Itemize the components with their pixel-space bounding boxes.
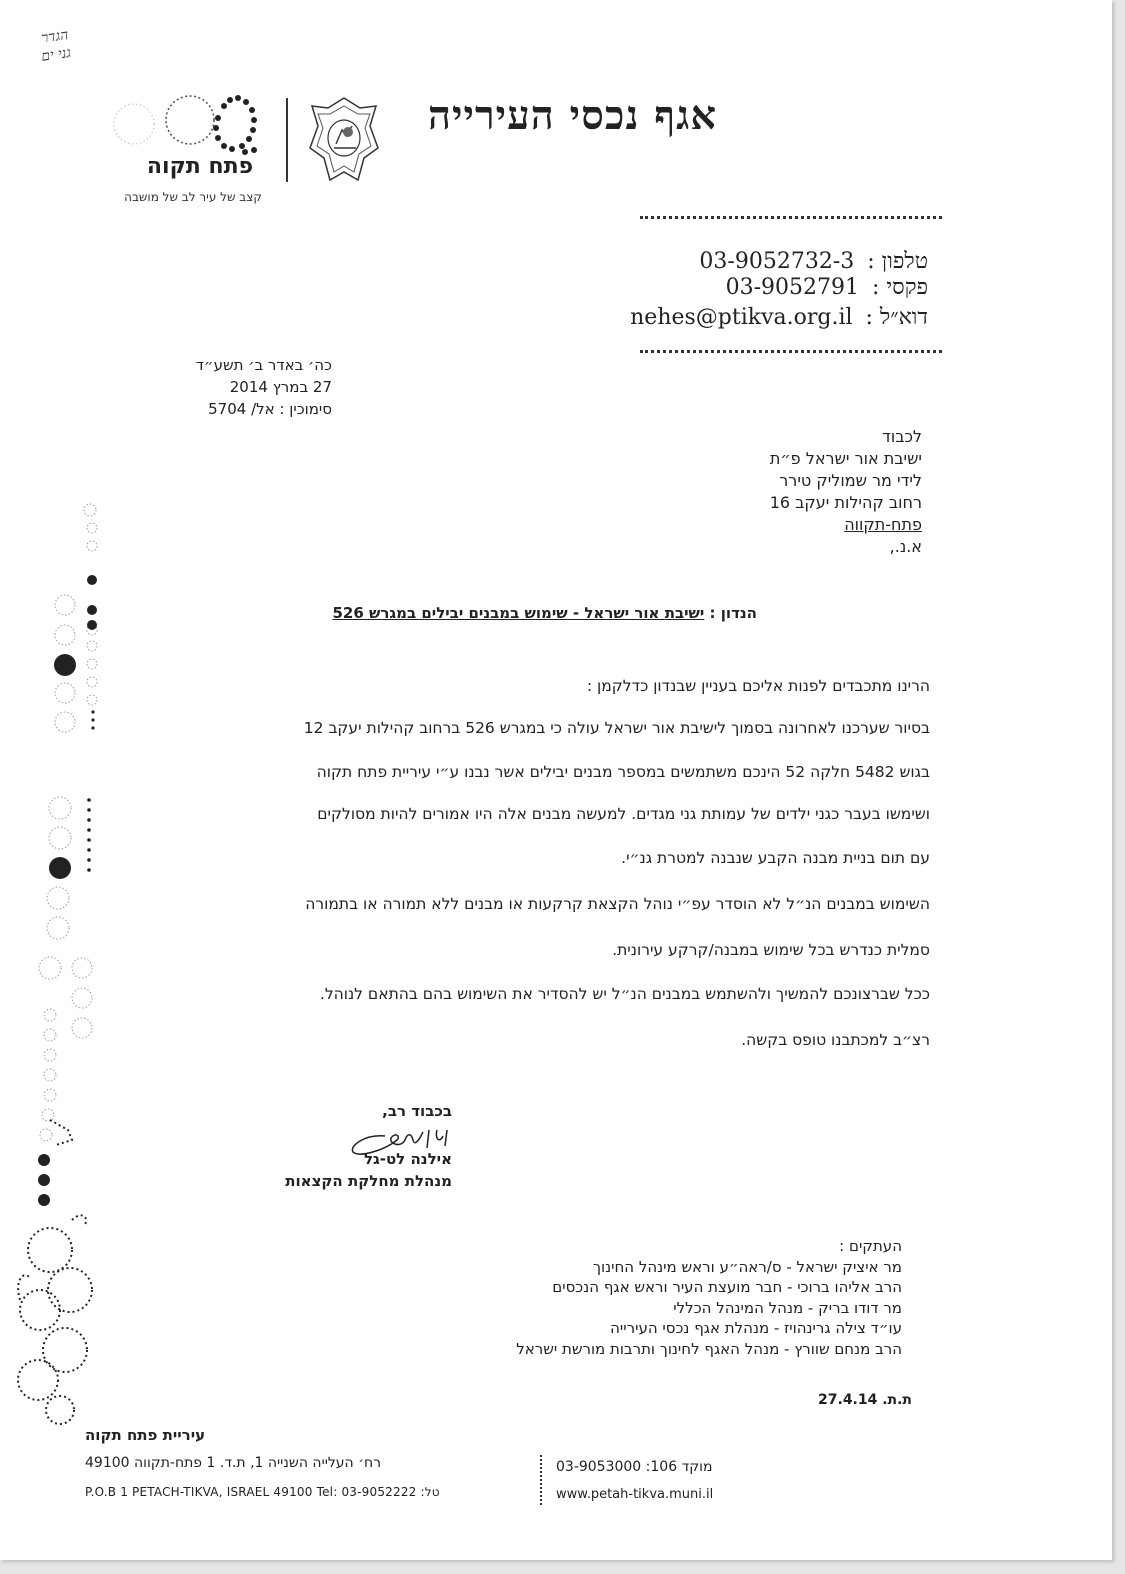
copy-recipient: הרב אליהו ברוכי - חבר מועצת העיר וראש אגף הנכסים: [552, 1278, 902, 1296]
copy-recipient: מר דודו בריק - מנהל המינהל הכללי: [673, 1298, 902, 1317]
body-line: סמלית כנדרש בכל שימוש במבנה/קרקע עירונית.: [612, 941, 930, 959]
copies-label: העתקים :: [839, 1237, 902, 1255]
recipient-greeting: א.נ.,: [889, 537, 922, 556]
copy-recipient: עו״ד צילה גרינהויז - מנהלת אגף נכסי העירייה: [610, 1319, 902, 1337]
phone-label: טלפון :: [867, 249, 928, 274]
body-line: בסיור שערכנו לאחרונה בסמוך לישיבת אור ישראל עולה כי במגרש 526 ברחוב קהילות יעקב 12: [303, 719, 930, 737]
footer-address-hebrew: רח׳ העלייה השנייה 1, ת.ד. 1 פתח-תקווה 49100: [85, 1455, 382, 1471]
body-line: עם תום בניית מבנה הקבע שנבנה למטרת גנ״י.: [621, 849, 930, 867]
fax-value: 03-9052791: [725, 275, 859, 300]
handwritten-note: [38, 26, 72, 66]
body-line: רצ״ב למכתבנו טופס בקשה.: [741, 1031, 930, 1049]
subject-text: ישיבת אור ישראל - שימוש במבנים יבילים במגרש 526: [332, 604, 705, 622]
closing: בכבוד רב,: [382, 1102, 452, 1120]
fax-label: פקסי :: [872, 275, 928, 300]
body-line: הרינו מתכבדים לפנות אליכם בעניין שבנדון כדלקמן :: [586, 677, 930, 695]
email-label: דוא״ל :: [865, 305, 928, 330]
gregorian-date: 27 במרץ 2014: [229, 378, 332, 396]
footer-city-hall: עיריית פתח תקוה: [85, 1426, 206, 1444]
handwritten-note-line: הגדר: [40, 27, 70, 47]
department-title: אגף נכסי העירייה: [427, 92, 717, 139]
subject-label: הנדון :: [709, 604, 757, 622]
initials-stamp: ת.ת. 27.4.14: [818, 1392, 912, 1408]
phone-value: 03-9052732-3: [699, 249, 855, 274]
hebrew-date: כה׳ באדר ב׳ תשע״ד: [195, 356, 332, 374]
signer-name: אילנה לט-גל: [363, 1150, 452, 1168]
reference-number: סימוכין : אל/ 5704: [208, 400, 332, 418]
email-value[interactable]: nehes@ptikva.org.il: [630, 305, 853, 330]
body-line: ושימשו בעבר כגני ילדים של עמותת גני מגדים. למעשה מבנים אלה היו אמורים להיות מסולקים: [317, 805, 930, 823]
copy-recipient: מר איציק ישראל - ס/ראה״ע וראש מינהל החינוך: [592, 1257, 902, 1276]
logo-city-name: פתח תקוה: [146, 154, 254, 179]
copy-recipient: הרב מנחם שוורץ - מנהל האגף לחינוך ותרבות מורשת ישראל: [516, 1339, 902, 1358]
handwritten-note-line: גני ים: [40, 44, 72, 65]
recipient-attention: לידי מר שמוליק טירר: [779, 471, 922, 490]
decorative-dot-border-icon: [10, 480, 110, 1430]
footer-address-english: P.O.B 1 PETACH-TIKVA, ISRAEL 49100 Tel: 03-9052222 :טל: [85, 1485, 440, 1499]
recipient-salutation: לכבוד: [882, 427, 922, 446]
handwritten-signature-icon: [345, 1124, 455, 1158]
footer-website[interactable]: www.petah-tikva.muni.il: [556, 1487, 714, 1502]
copies-block: [516, 1236, 902, 1359]
signer-title: מנהלת מחלקת הקצאות: [285, 1172, 452, 1190]
recipient-organization: ישיבת אור ישראל פ״ת: [769, 449, 922, 468]
body-line: בגוש 5482 חלקה 52 הינכם משתמשים במספר מבנים יבילים אשר נבנו ע״י עיריית פתח תקוה: [316, 763, 930, 781]
body-line: השימוש במבנים הנ״ל לא הוסדר עפ״י נוהל הקצאת קרקעות או מבנים ללא תמורה או בתמורה: [305, 895, 930, 913]
logo-slogan: קצב של עיר לב של מושבה: [124, 190, 262, 204]
footer-divider: [540, 1455, 542, 1505]
recipient-street: רחוב קהילות יעקב 16: [769, 493, 922, 512]
recipient-city: פתח-תקווה: [844, 515, 922, 534]
footer-hotline: מוקד 106: 03-9053000: [556, 1459, 713, 1475]
body-line: ככל שברצונכם להמשיך ולהשתמש במבנים הנ״ל יש להסדיר את השימוש בהם בהתאם לנוהל.: [319, 985, 930, 1003]
